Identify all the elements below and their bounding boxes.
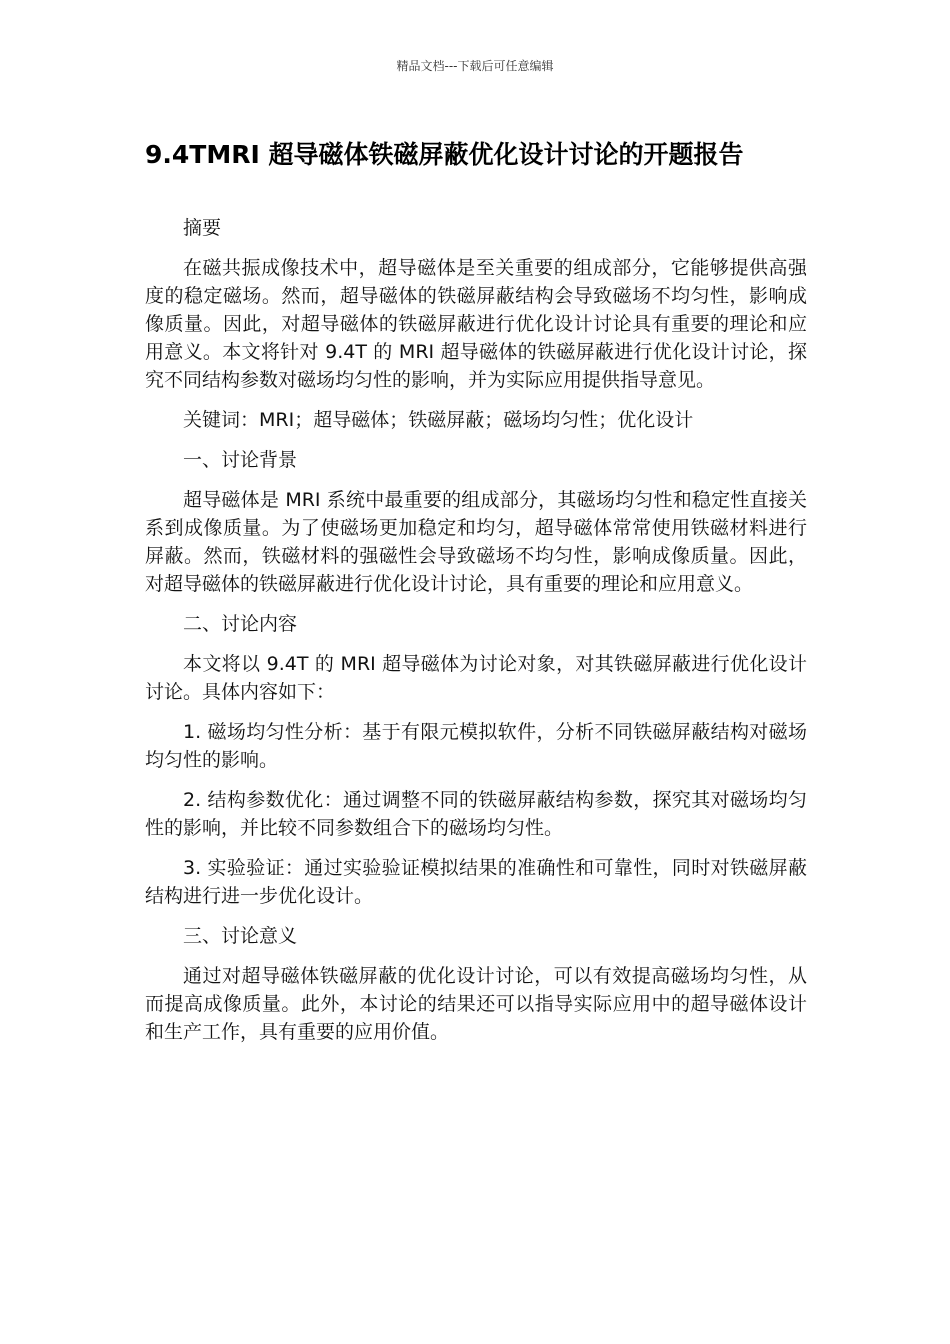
section-heading-content: 二、讨论内容	[183, 613, 298, 635]
content-item-3: 3. 实验验证：通过实验验证模拟结果的准确性和可靠性，同时对铁磁屏蔽结构进行进一步优化设计。	[145, 857, 807, 907]
abstract-heading: 摘要	[183, 217, 222, 239]
document-title: 9.4TMRI 超导磁体铁磁屏蔽优化设计讨论的开题报告	[145, 140, 744, 169]
keywords-line: 关键词：MRI；超导磁体；铁磁屏蔽；磁场均匀性；优化设计	[183, 409, 694, 431]
section-heading-background: 一、讨论背景	[183, 449, 298, 471]
document-body	[145, 214, 807, 1058]
content-intro-paragraph: 本文将以 9.4T 的 MRI 超导磁体为讨论对象，对其铁磁屏蔽进行优化设计讨论。具体内容如下：	[145, 653, 807, 703]
content-item-1: 1. 磁场均匀性分析：基于有限元模拟软件，分析不同铁磁屏蔽结构对磁场均匀性的影响。	[145, 721, 807, 771]
page-header-note: 精品文档---下载后可任意编辑	[396, 59, 554, 73]
significance-paragraph: 通过对超导磁体铁磁屏蔽的优化设计讨论，可以有效提高磁场均匀性，从而提高成像质量。此外，本讨论的结果还可以指导实际应用中的超导磁体设计和生产工作，具有重要的应用价值。	[145, 965, 807, 1043]
abstract-paragraph: 在磁共振成像技术中，超导磁体是至关重要的组成部分，它能够提供高强度的稳定磁场。然而，超导磁体的铁磁屏蔽结构会导致磁场不均匀性，影响成像质量。因此，对超导磁体的铁磁屏蔽进行优化设计讨论具有重要的理论和应用意义。本文将针对 9.4T 的 MRI 超导磁体的铁磁屏蔽进行优化设计讨论，探究不同结构参数对磁场均匀性的影响，并为实际应用提供指导意见。	[145, 257, 807, 391]
content-item-2: 2. 结构参数优化：通过调整不同的铁磁屏蔽结构参数，探究其对磁场均匀性的影响，并比较不同参数组合下的磁场均匀性。	[145, 789, 807, 839]
background-paragraph: 超导磁体是 MRI 系统中最重要的组成部分，其磁场均匀性和稳定性直接关系到成像质量。为了使磁场更加稳定和均匀，超导磁体常常使用铁磁材料进行屏蔽。然而，铁磁材料的强磁性会导致磁场不均匀性，影响成像质量。因此，对超导磁体的铁磁屏蔽进行优化设计讨论，具有重要的理论和应用意义。	[145, 489, 807, 595]
section-heading-significance: 三、讨论意义	[183, 925, 298, 947]
